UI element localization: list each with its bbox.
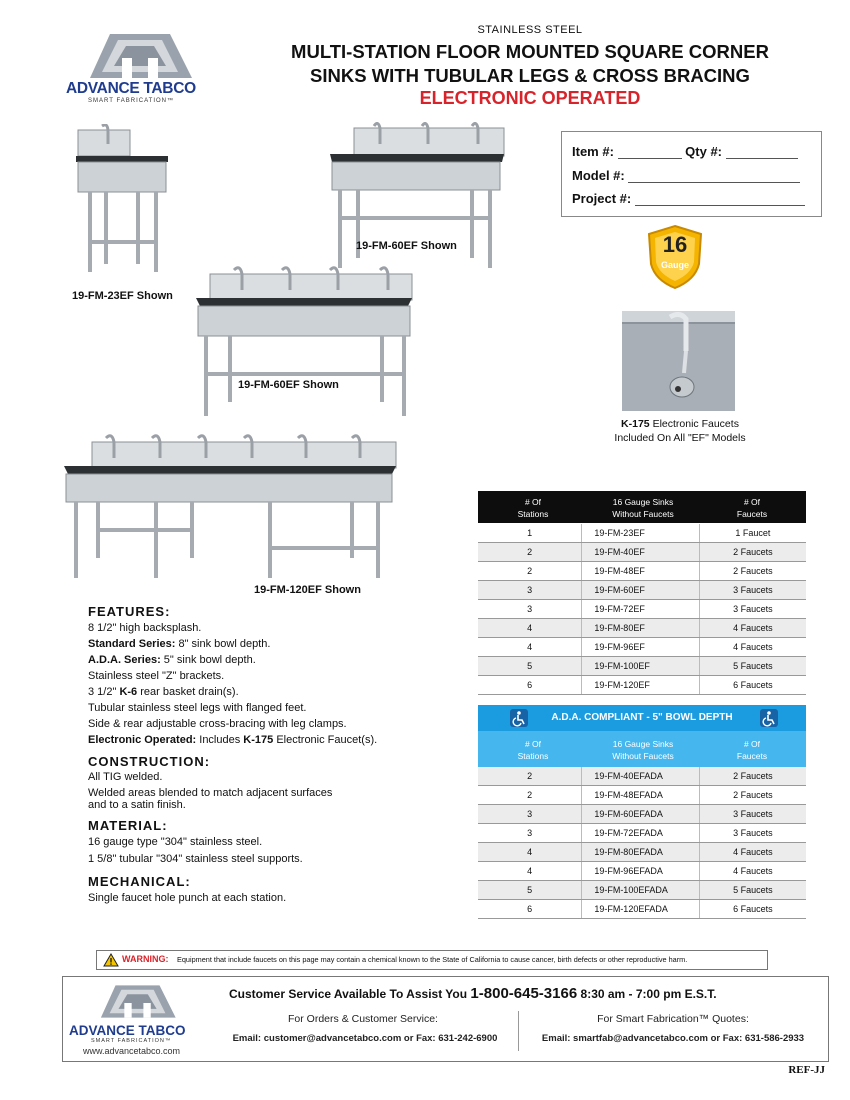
footer-divider xyxy=(518,1011,519,1051)
caption-fm23: 19-FM-23EF Shown xyxy=(72,290,173,302)
material-heading: MATERIAL: xyxy=(88,818,168,833)
reference-code: REF-JJ xyxy=(788,1064,825,1076)
feature-electronic-label: Electronic Operated: xyxy=(88,734,197,746)
qty-field[interactable] xyxy=(726,158,798,159)
feature-electronic xyxy=(88,734,377,747)
item-info-box xyxy=(561,131,822,217)
page-title xyxy=(240,40,820,88)
standard-table-body xyxy=(478,524,806,695)
project-row xyxy=(572,191,805,206)
ada-col-stations-header: # Of Stations xyxy=(517,739,549,761)
feature-cross-bracing: Side & rear adjustable cross-bracing with leg clamps. xyxy=(88,718,347,730)
footer-contact-box xyxy=(62,976,829,1062)
smartfab-heading: For Smart Fabrication™ Quotes: xyxy=(597,1013,749,1025)
item-field[interactable] xyxy=(618,158,682,159)
product-image-fm120 xyxy=(62,432,400,584)
standard-model-table xyxy=(478,524,806,695)
construction-line-1: All TIG welded. xyxy=(88,771,163,783)
table-row: 6 19-FM-120EF 6 Faucets xyxy=(478,676,806,695)
table-row: 4 19-FM-96EF 4 Faucets xyxy=(478,638,806,657)
product-image-fm23 xyxy=(72,124,182,284)
feature-ada-label: A.D.A. Series: xyxy=(88,654,161,666)
table-row: 2 19-FM-40EF 2 Faucets xyxy=(478,543,806,562)
item-row xyxy=(572,144,798,159)
footer-brand-name: ADVANCE TABCO xyxy=(69,1023,186,1038)
caption-fm60-mid: 19-FM-60EF Shown xyxy=(238,379,339,391)
footer-brand-tagline: SMART FABRICATION™ xyxy=(91,1038,172,1044)
col-model-header: 16 Gauge Sinks Without Faucets xyxy=(612,497,674,519)
ada-table-title-bar xyxy=(478,705,806,731)
feature-standard-label: Standard Series: xyxy=(88,638,176,650)
model-field[interactable] xyxy=(628,182,800,183)
feature-electronic-text: Electronic Faucet(s). xyxy=(273,734,378,746)
ada-table-body xyxy=(478,767,806,919)
smartfab-contact[interactable]: Email: smartfab@advancetabco.com or Fax: 631-586-2933 xyxy=(541,1033,805,1044)
table-row: 5 19-FM-100EF 5 Faucets xyxy=(478,657,806,676)
page-title-line-1: MULTI-STATION FLOOR MOUNTED SQUARE CORNER xyxy=(291,41,769,62)
standard-table-header xyxy=(478,491,806,523)
six-station-sink-image xyxy=(62,432,400,584)
prop65-warning xyxy=(96,950,768,970)
brand-name: ADVANCE TABCO xyxy=(66,80,196,97)
cs-hours: 8:30 am - 7:00 pm E.S.T. xyxy=(577,987,717,1001)
table-row: 3 19-FM-72EF 3 Faucets xyxy=(478,600,806,619)
brand-logo xyxy=(62,28,222,108)
mechanical-heading: MECHANICAL: xyxy=(88,874,191,889)
feature-legs: Tubular stainless steel legs with flanged feet. xyxy=(88,702,307,714)
customer-service-line xyxy=(229,985,717,1002)
table-row: 2 19-FM-40EFADA 2 Faucets xyxy=(478,767,806,786)
gauge-number: 16 xyxy=(662,232,688,257)
features-heading: FEATURES: xyxy=(88,604,171,619)
table-row: 5 19-FM-100EFADA 5 Faucets xyxy=(478,881,806,900)
wheelchair-icon xyxy=(510,709,528,727)
faucet-caption-line-1 xyxy=(592,417,768,431)
table-row: 4 19-FM-80EF 4 Faucets xyxy=(478,619,806,638)
project-label: Project #: xyxy=(572,191,632,206)
table-row: 4 19-FM-96EFADA 4 Faucets xyxy=(478,862,806,881)
faucet-photo xyxy=(622,311,735,411)
construction-line-2: Welded areas blended to match adjacent surfaces xyxy=(88,787,333,799)
faucet-caption-line-2: Included On All "EF" Models xyxy=(614,432,746,444)
product-image-fm60-mid xyxy=(194,262,416,422)
feature-standard-text: 8" sink bowl depth. xyxy=(175,638,271,650)
cs-text: Customer Service Available To Assist You xyxy=(229,987,471,1001)
col-stations-header: # Of Stations xyxy=(517,497,549,519)
page-title-line-2: SINKS WITH TUBULAR LEGS & CROSS BRACING xyxy=(310,65,750,86)
warning-text: Equipment that include faucets on this page may contain a chemical known to the State of California to cause cancer, birth defects or other reproductive harm. xyxy=(177,955,688,964)
ada-col-faucets-header: # Of Faucets xyxy=(736,739,768,761)
ada-col-model-header: 16 Gauge Sinks Without Faucets xyxy=(612,739,674,761)
ada-table-title: A.D.A. COMPLIANT - 5" BOWL DEPTH xyxy=(551,712,733,723)
model-label: Model #: xyxy=(572,168,625,183)
faucet-caption xyxy=(592,417,768,445)
table-row: 3 19-FM-60EFADA 3 Faucets xyxy=(478,805,806,824)
feature-electronic-model: K-175 xyxy=(243,734,274,746)
qty-label: Qty #: xyxy=(685,144,722,159)
feature-backsplash: 8 1/2" high backsplash. xyxy=(88,622,202,634)
ada-model-table xyxy=(478,767,806,919)
table-row: 2 19-FM-48EFADA 2 Faucets xyxy=(478,786,806,805)
website-link[interactable]: www.advancetabco.com xyxy=(83,1046,181,1056)
material-line-2: 1 5/8" tubular "304" stainless steel supports. xyxy=(88,853,303,865)
feature-brackets: Stainless steel "Z" brackets. xyxy=(88,670,225,682)
table-row: 3 19-FM-72EFADA 3 Faucets xyxy=(478,824,806,843)
ada-table-header xyxy=(478,731,806,767)
page-subtitle: ELECTRONIC OPERATED xyxy=(419,88,641,108)
electronic-faucet-image xyxy=(622,311,735,411)
col-faucets-header: # Of Faucets xyxy=(736,497,768,519)
table-row: 4 19-FM-80EFADA 4 Faucets xyxy=(478,843,806,862)
feature-drain-text: rear basket drain(s). xyxy=(137,686,239,698)
feature-standard-series xyxy=(88,638,270,651)
warning-label: WARNING: xyxy=(122,954,169,964)
table-row: 1 19-FM-23EF 1 Faucet xyxy=(478,524,806,543)
table-row: 3 19-FM-60EF 3 Faucets xyxy=(478,581,806,600)
feature-drain-size: 3 1/2" xyxy=(88,686,120,698)
feature-electronic-includes: Includes xyxy=(196,734,244,746)
header-kicker: STAINLESS STEEL xyxy=(477,24,583,36)
warning-icon xyxy=(103,953,119,967)
table-row: 6 19-FM-120EFADA 6 Faucets xyxy=(478,900,806,919)
gauge-label: Gauge xyxy=(660,260,689,270)
caption-fm120: 19-FM-120EF Shown xyxy=(254,584,361,596)
orders-contact[interactable]: Email: customer@advancetabco.com or Fax: 631-242-6900 xyxy=(232,1033,498,1044)
material-line-1: 16 gauge type "304" stainless steel. xyxy=(88,836,263,848)
project-field[interactable] xyxy=(635,205,805,206)
single-station-sink-image xyxy=(72,124,182,284)
construction-line-3: and to a satin finish. xyxy=(88,799,186,811)
footer-logo xyxy=(69,981,209,1057)
caption-fm60-top: 19-FM-60EF Shown xyxy=(356,240,457,252)
item-label: Item #: xyxy=(572,144,614,159)
faucet-model: K-175 xyxy=(621,418,650,430)
gauge-badge xyxy=(646,224,704,290)
cs-phone[interactable]: 1-800-645-3166 xyxy=(470,985,578,1002)
logo-mark-icon xyxy=(69,981,209,1025)
feature-ada-series xyxy=(88,654,256,667)
model-row xyxy=(572,168,800,183)
logo-mark-icon xyxy=(62,28,222,88)
faucet-caption-text: Electronic Faucets xyxy=(649,418,739,430)
feature-ada-text: 5" sink bowl depth. xyxy=(160,654,256,666)
construction-heading: CONSTRUCTION: xyxy=(88,754,211,769)
mechanical-line-1: Single faucet hole punch at each station. xyxy=(88,892,287,904)
brand-tagline: SMART FABRICATION™ xyxy=(88,98,175,104)
table-row: 2 19-FM-48EF 2 Faucets xyxy=(478,562,806,581)
feature-drain-model: K-6 xyxy=(119,686,138,698)
wheelchair-icon xyxy=(760,709,778,727)
feature-drain xyxy=(88,686,239,699)
orders-heading: For Orders & Customer Service: xyxy=(288,1013,438,1025)
four-station-sink-image xyxy=(194,262,416,422)
